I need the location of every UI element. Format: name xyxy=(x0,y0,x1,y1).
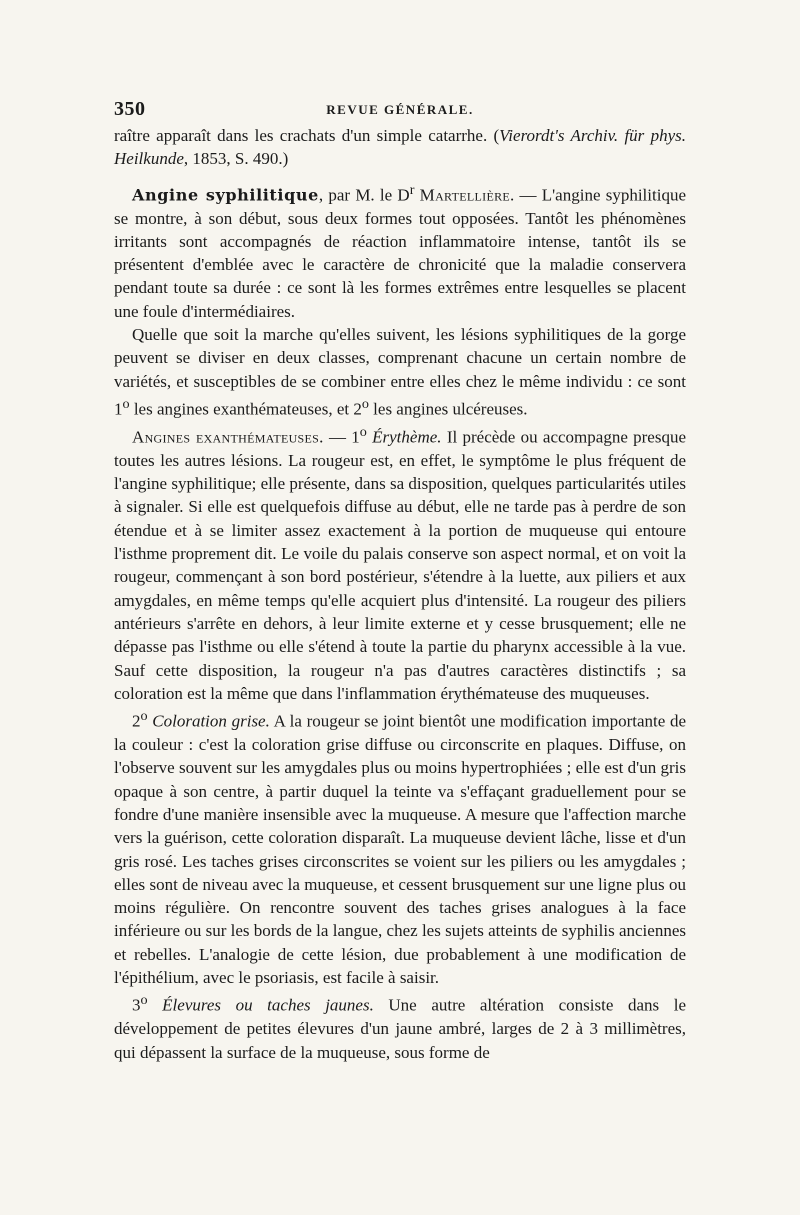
superscript: o xyxy=(361,395,369,412)
text-fragment: A la rougeur se joint bientôt une modification importante de la couleur : c'est la coloration grise diffuse ou circonscrite en plaques. Diffuse, on l'observe souvent sur les amygdales plus ou moins hypertrophiées ; elle est d'un gris opaque à son centre, à partir duquel la teinte va s'effaçant graduellement pour se fondre d'une manière insensible avec la muqueuse. A mesure que l'affection marche vers la guérison, cette coloration disparaît. La muqueuse devient lâche, lisse et d'un gris rosé. Les taches grises circonscrites se voient sur les piliers ou les amygdales ; elles sont de niveau avec la muqueuse, et cessent brusquement sur une ligne plus ou moins régulière. On rencontre souvent des taches grises analogues à la face inférieure ou sur les bords de la langue, chez les sujets atteints de syphilis anciennes et rebelles. L'analogie de cette lésion, due probablement à une modification de l'épithélium, avec le psoriasis, est facile à saisir. xyxy=(114,711,687,988)
superscript: o xyxy=(140,708,148,725)
source-citation: Vierordt's Archiv. für phys. Heilkunde xyxy=(114,126,686,169)
superscript: o xyxy=(122,395,130,412)
text-fragment: Quelle que soit la marche qu'elles suivent, les lésions syphilitiques de la gorge peuvent se diviser en deux classes, comprenant chacune un certain nombre de variétés, et susceptibles de se combiner entre elles chez le même individu : ce sont 1 xyxy=(114,325,686,419)
text-fragment: Une autre altération consiste dans le développement de petites élevures d'un jaune ambré, larges de 2 à 3 millimètres, qui dépassent la surface de la muqueuse, sous forme de xyxy=(114,995,687,1062)
paragraph-continuation xyxy=(114,124,686,171)
page-header xyxy=(114,98,686,122)
text-fragment: , par M. le D xyxy=(318,185,410,205)
section-heading: Angines exanthémateuses. xyxy=(132,427,324,447)
text-fragment: Il précède ou accompagne presque toutes les autres lésions. La rougeur est, en effet, le symptôme le plus fréquent de l'angine syphilitique; elle présente, dans sa disposition, quelques particularités utiles à signaler. Si elle est quelquefois diffuse au début, elle ne tarde pas à perdre de son étendue et à se limiter assez exactement à la portion de muqueuse qui entoure l'isthme proprement dit. Le voile du palais conserve son aspect normal, et on voit la rougeur, commençant à son bord postérieur, s'étendre à la luette, aux piliers et aux amygdales, en même temps qu'elle acquiert plus d'intensité. La rougeur des piliers antérieurs s'arrête en dehors, à leur limite externe et y cesse brusquement; elle ne dépasse pas l'isthme ou elle s'étend à toute la partie du pharynx accessible à la vue. Sauf cette disposition, la rougeur n'a pas d'autres caractères distinctifs ; sa coloration est la même que dans l'inflammation érythémateuse des muqueuses. xyxy=(114,427,687,703)
paragraph-angine-intro xyxy=(114,179,686,323)
subsection-title: Élevures ou taches jaunes. xyxy=(162,995,374,1015)
running-head: REVUE GÉNÉRALE. xyxy=(326,102,474,117)
text-fragment: raître apparaît dans les crachats d'un simple catarrhe. ( xyxy=(114,126,500,145)
body-text xyxy=(114,124,686,1064)
text-fragment: les angines exanthémateuses, et 2 xyxy=(129,399,362,419)
text-fragment: — 1 xyxy=(323,427,360,447)
item-number: 2 xyxy=(132,711,141,731)
text-fragment: les angines ulcéreuses. xyxy=(368,399,528,419)
item-number: 3 xyxy=(132,995,141,1015)
text-fragment: , 1853, S. 490.) xyxy=(183,149,289,169)
superscript: r xyxy=(409,181,415,198)
paragraph-elevures xyxy=(114,989,686,1064)
paragraph-classification xyxy=(114,323,686,421)
superscript: o xyxy=(359,423,367,440)
author-name: Martellière xyxy=(419,185,511,205)
text-fragment: . — L'angine syphilitique se montre, à son début, sous deux formes tout opposées. Tantôt les phénomènes irritants sont accompagnés de réaction inflammatoire intense, tantôt ils se présentent d'emblée avec le caractère de chronicité que la maladie conservera pendant toute sa durée : ce sont là les formes extrêmes entre lesquelles se placent une foule d'intermédiaires. xyxy=(114,185,686,321)
subsection-title: Coloration grise. xyxy=(152,711,270,731)
subsection-title: Érythème. xyxy=(372,427,442,447)
superscript: o xyxy=(140,992,148,1009)
article-title: Angine syphilitique xyxy=(132,185,319,205)
paragraph-coloration-grise xyxy=(114,705,686,989)
page-number: 350 xyxy=(114,98,146,120)
paragraph-erytheme xyxy=(114,421,686,705)
